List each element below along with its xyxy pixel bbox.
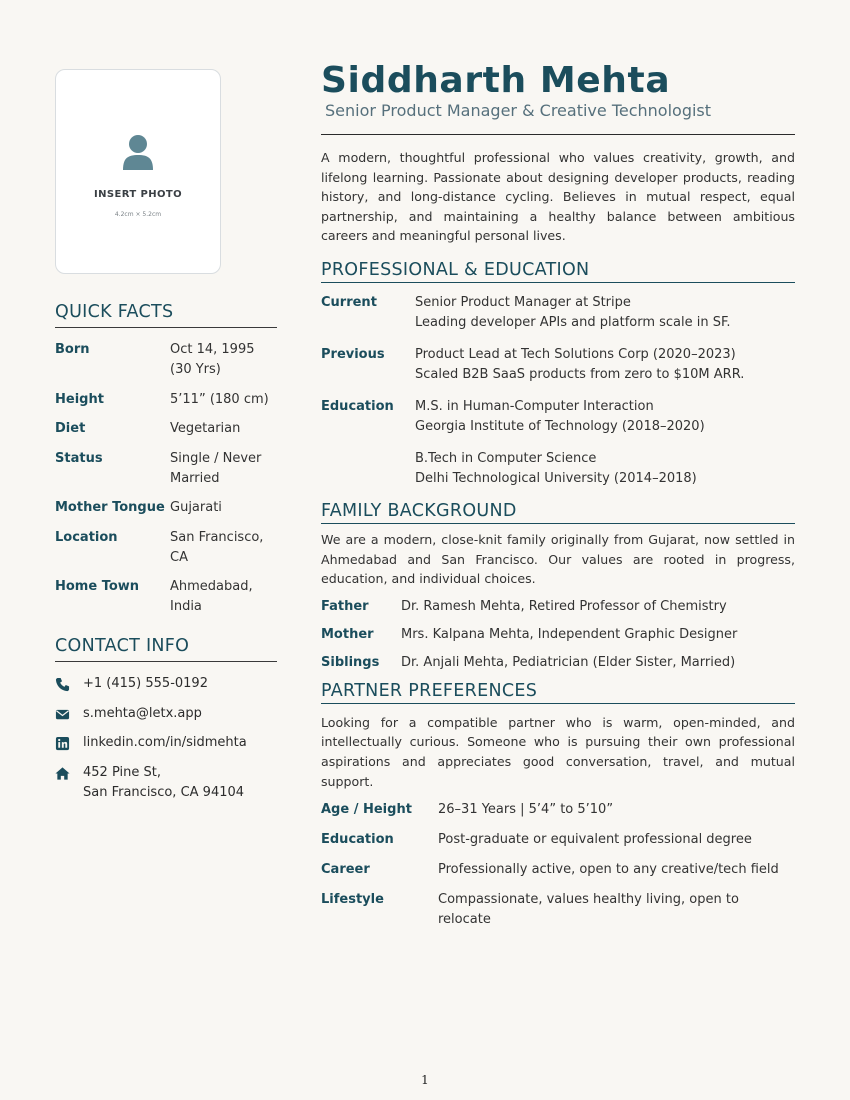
partner-entry bbox=[321, 890, 795, 930]
professional-line: Delhi Technological University (2014–2018) bbox=[415, 470, 697, 486]
photo-label: INSERT PHOTO bbox=[94, 189, 182, 200]
fact-key: Born bbox=[55, 342, 90, 357]
fact-value bbox=[170, 528, 277, 568]
professional-line: M.S. in Human-Computer Interaction bbox=[415, 398, 654, 414]
fact-key: Mother Tongue bbox=[55, 500, 165, 515]
professional-key bbox=[321, 449, 415, 489]
header-divider bbox=[321, 134, 795, 135]
fact-value bbox=[170, 449, 261, 489]
main-content bbox=[321, 60, 795, 940]
linkedin-icon bbox=[55, 733, 83, 753]
professional-detail bbox=[415, 345, 744, 385]
fact-value-line: Vegetarian bbox=[170, 421, 241, 436]
partner-section bbox=[321, 681, 795, 930]
photo-placeholder[interactable] bbox=[55, 69, 221, 274]
fact-value bbox=[170, 498, 222, 518]
fact-value-line: San Francisco, CA bbox=[170, 529, 264, 565]
contact-row[interactable] bbox=[55, 763, 277, 803]
contact-value-line[interactable]: s.mehta@letx.app bbox=[83, 705, 202, 721]
partner-list bbox=[321, 800, 795, 930]
person-icon bbox=[122, 134, 154, 170]
fact-value-line: 5’11” (180 cm) bbox=[170, 391, 269, 407]
professional-entry bbox=[321, 293, 795, 333]
contact-list bbox=[55, 674, 277, 803]
family-value: Dr. Ramesh Mehta, Retired Professor of Chemistry bbox=[401, 598, 727, 614]
professional-line: Scaled B2B SaaS products from zero to $10M ARR. bbox=[415, 366, 745, 382]
family-entry bbox=[321, 625, 795, 645]
family-section bbox=[321, 501, 795, 673]
contact-value[interactable] bbox=[83, 733, 247, 753]
contact-value-line[interactable]: linkedin.com/in/sidmehta bbox=[83, 735, 247, 750]
contact-row[interactable] bbox=[55, 733, 277, 753]
summary-paragraph: A modern, thoughtful professional who values creativity, growth, and lifelong learning. Passionate about designing developer products, reading history, and long-distance cycling. Believes in mutual respect, equal partnership, and maintaining a healthy balance between ambitious careers and meaningful personal lives. bbox=[321, 150, 795, 244]
family-key: Siblings bbox=[321, 654, 380, 670]
sidebar bbox=[55, 69, 277, 812]
envelope-icon bbox=[55, 704, 83, 724]
fact-row bbox=[55, 498, 277, 518]
professional-line: Leading developer APIs and platform scale in SF. bbox=[415, 314, 731, 330]
phone-icon bbox=[55, 674, 83, 694]
family-key: Mother bbox=[321, 626, 374, 642]
fact-row bbox=[55, 340, 277, 380]
professional-key: Education bbox=[321, 398, 394, 414]
page-number: 1 bbox=[421, 1073, 429, 1087]
contact-row[interactable] bbox=[55, 674, 277, 694]
partner-entry bbox=[321, 830, 795, 850]
family-heading: FAMILY BACKGROUND bbox=[321, 501, 795, 524]
partner-value: Post-graduate or equivalent professional degree bbox=[438, 832, 752, 848]
professional-detail bbox=[415, 449, 697, 489]
professional-entry bbox=[321, 397, 795, 437]
candidate-name: Siddharth Mehta bbox=[321, 60, 671, 101]
professional-key: Current bbox=[321, 294, 377, 310]
photo-size-note: 4.2cm × 5.2cm bbox=[114, 211, 162, 218]
partner-key: Age / Height bbox=[321, 802, 412, 818]
contact-value-line[interactable]: San Francisco, CA 94104 bbox=[83, 784, 245, 800]
professional-line: Product Lead at Tech Solutions Corp (2020–2023) bbox=[415, 346, 736, 362]
fact-row bbox=[55, 528, 277, 568]
professional-entry bbox=[321, 345, 795, 385]
professional-list bbox=[321, 293, 795, 489]
professional-section bbox=[321, 260, 795, 489]
family-intro: We are a modern, close-knit family originally from Gujarat, now settled in Ahmedabad and San Francisco. Our values are rooted in progress, education, and individual choices. bbox=[321, 531, 795, 587]
fact-row bbox=[55, 577, 277, 617]
fact-key: Status bbox=[55, 450, 103, 466]
professional-key: Previous bbox=[321, 346, 385, 362]
professional-entry bbox=[321, 449, 795, 489]
partner-value: Compassionate, values healthy living, open to relocate bbox=[438, 892, 739, 928]
professional-detail bbox=[415, 397, 705, 437]
quick-facts-list bbox=[55, 340, 277, 617]
contact-row[interactable] bbox=[55, 704, 277, 724]
home-icon bbox=[55, 763, 83, 803]
fact-key: Home Town bbox=[55, 579, 140, 594]
professional-line: B.Tech in Computer Science bbox=[415, 450, 597, 466]
partner-entry bbox=[321, 800, 795, 820]
fact-key: Height bbox=[55, 391, 104, 407]
partner-value: 26–31 Years | 5’4” to 5’10” bbox=[438, 802, 614, 818]
fact-value-line: Gujarati bbox=[170, 500, 222, 515]
family-value: Mrs. Kalpana Mehta, Independent Graphic Designer bbox=[401, 626, 738, 642]
fact-value-line: Single / Never bbox=[170, 450, 262, 466]
partner-key: Lifestyle bbox=[321, 892, 384, 908]
contact-value[interactable] bbox=[83, 704, 202, 724]
fact-row bbox=[55, 390, 277, 410]
quick-facts-heading: QUICK FACTS bbox=[55, 302, 277, 328]
contact-value-line[interactable]: +1 (415) 555-0192 bbox=[83, 676, 208, 691]
family-key: Father bbox=[321, 598, 369, 614]
fact-row bbox=[55, 449, 277, 489]
fact-value bbox=[170, 390, 269, 410]
fact-row bbox=[55, 419, 277, 439]
family-entry bbox=[321, 653, 795, 673]
candidate-title: Senior Product Manager & Creative Technologist bbox=[325, 101, 712, 120]
partner-key: Education bbox=[321, 832, 394, 848]
contact-value[interactable] bbox=[83, 674, 208, 694]
professional-heading: PROFESSIONAL & EDUCATION bbox=[321, 260, 795, 283]
fact-value bbox=[170, 419, 240, 439]
fact-value-line: Married bbox=[170, 470, 220, 486]
fact-value-line: (30 Yrs) bbox=[170, 362, 221, 377]
professional-line: Georgia Institute of Technology (2018–2020) bbox=[415, 418, 705, 434]
fact-key: Location bbox=[55, 529, 118, 545]
fact-value-line: Ahmedabad, India bbox=[170, 579, 253, 614]
contact-value[interactable] bbox=[83, 763, 244, 803]
partner-entry bbox=[321, 860, 795, 880]
partner-intro: Looking for a compatible partner who is warm, open-minded, and intellectually curious. Someone who is pursuing their own professional aspirations and appreciates good conversation, travel, and mutual support. bbox=[321, 714, 795, 789]
contact-section bbox=[55, 636, 277, 803]
partner-key: Career bbox=[321, 862, 370, 878]
professional-line: Senior Product Manager at Stripe bbox=[415, 294, 631, 310]
fact-value-line: Oct 14, 1995 bbox=[170, 342, 255, 357]
family-list bbox=[321, 597, 795, 673]
fact-value bbox=[170, 577, 277, 617]
contact-heading: CONTACT INFO bbox=[55, 636, 277, 662]
contact-value-line[interactable]: 452 Pine St, bbox=[83, 764, 161, 780]
fact-value bbox=[170, 340, 255, 380]
partner-value: Professionally active, open to any creative/tech field bbox=[438, 862, 779, 878]
partner-heading: PARTNER PREFERENCES bbox=[321, 681, 795, 704]
professional-detail bbox=[415, 293, 731, 333]
quick-facts-section bbox=[55, 302, 277, 617]
fact-key: Diet bbox=[55, 421, 86, 436]
family-entry bbox=[321, 597, 795, 617]
family-value: Dr. Anjali Mehta, Pediatrician (Elder Sister, Married) bbox=[401, 654, 736, 670]
